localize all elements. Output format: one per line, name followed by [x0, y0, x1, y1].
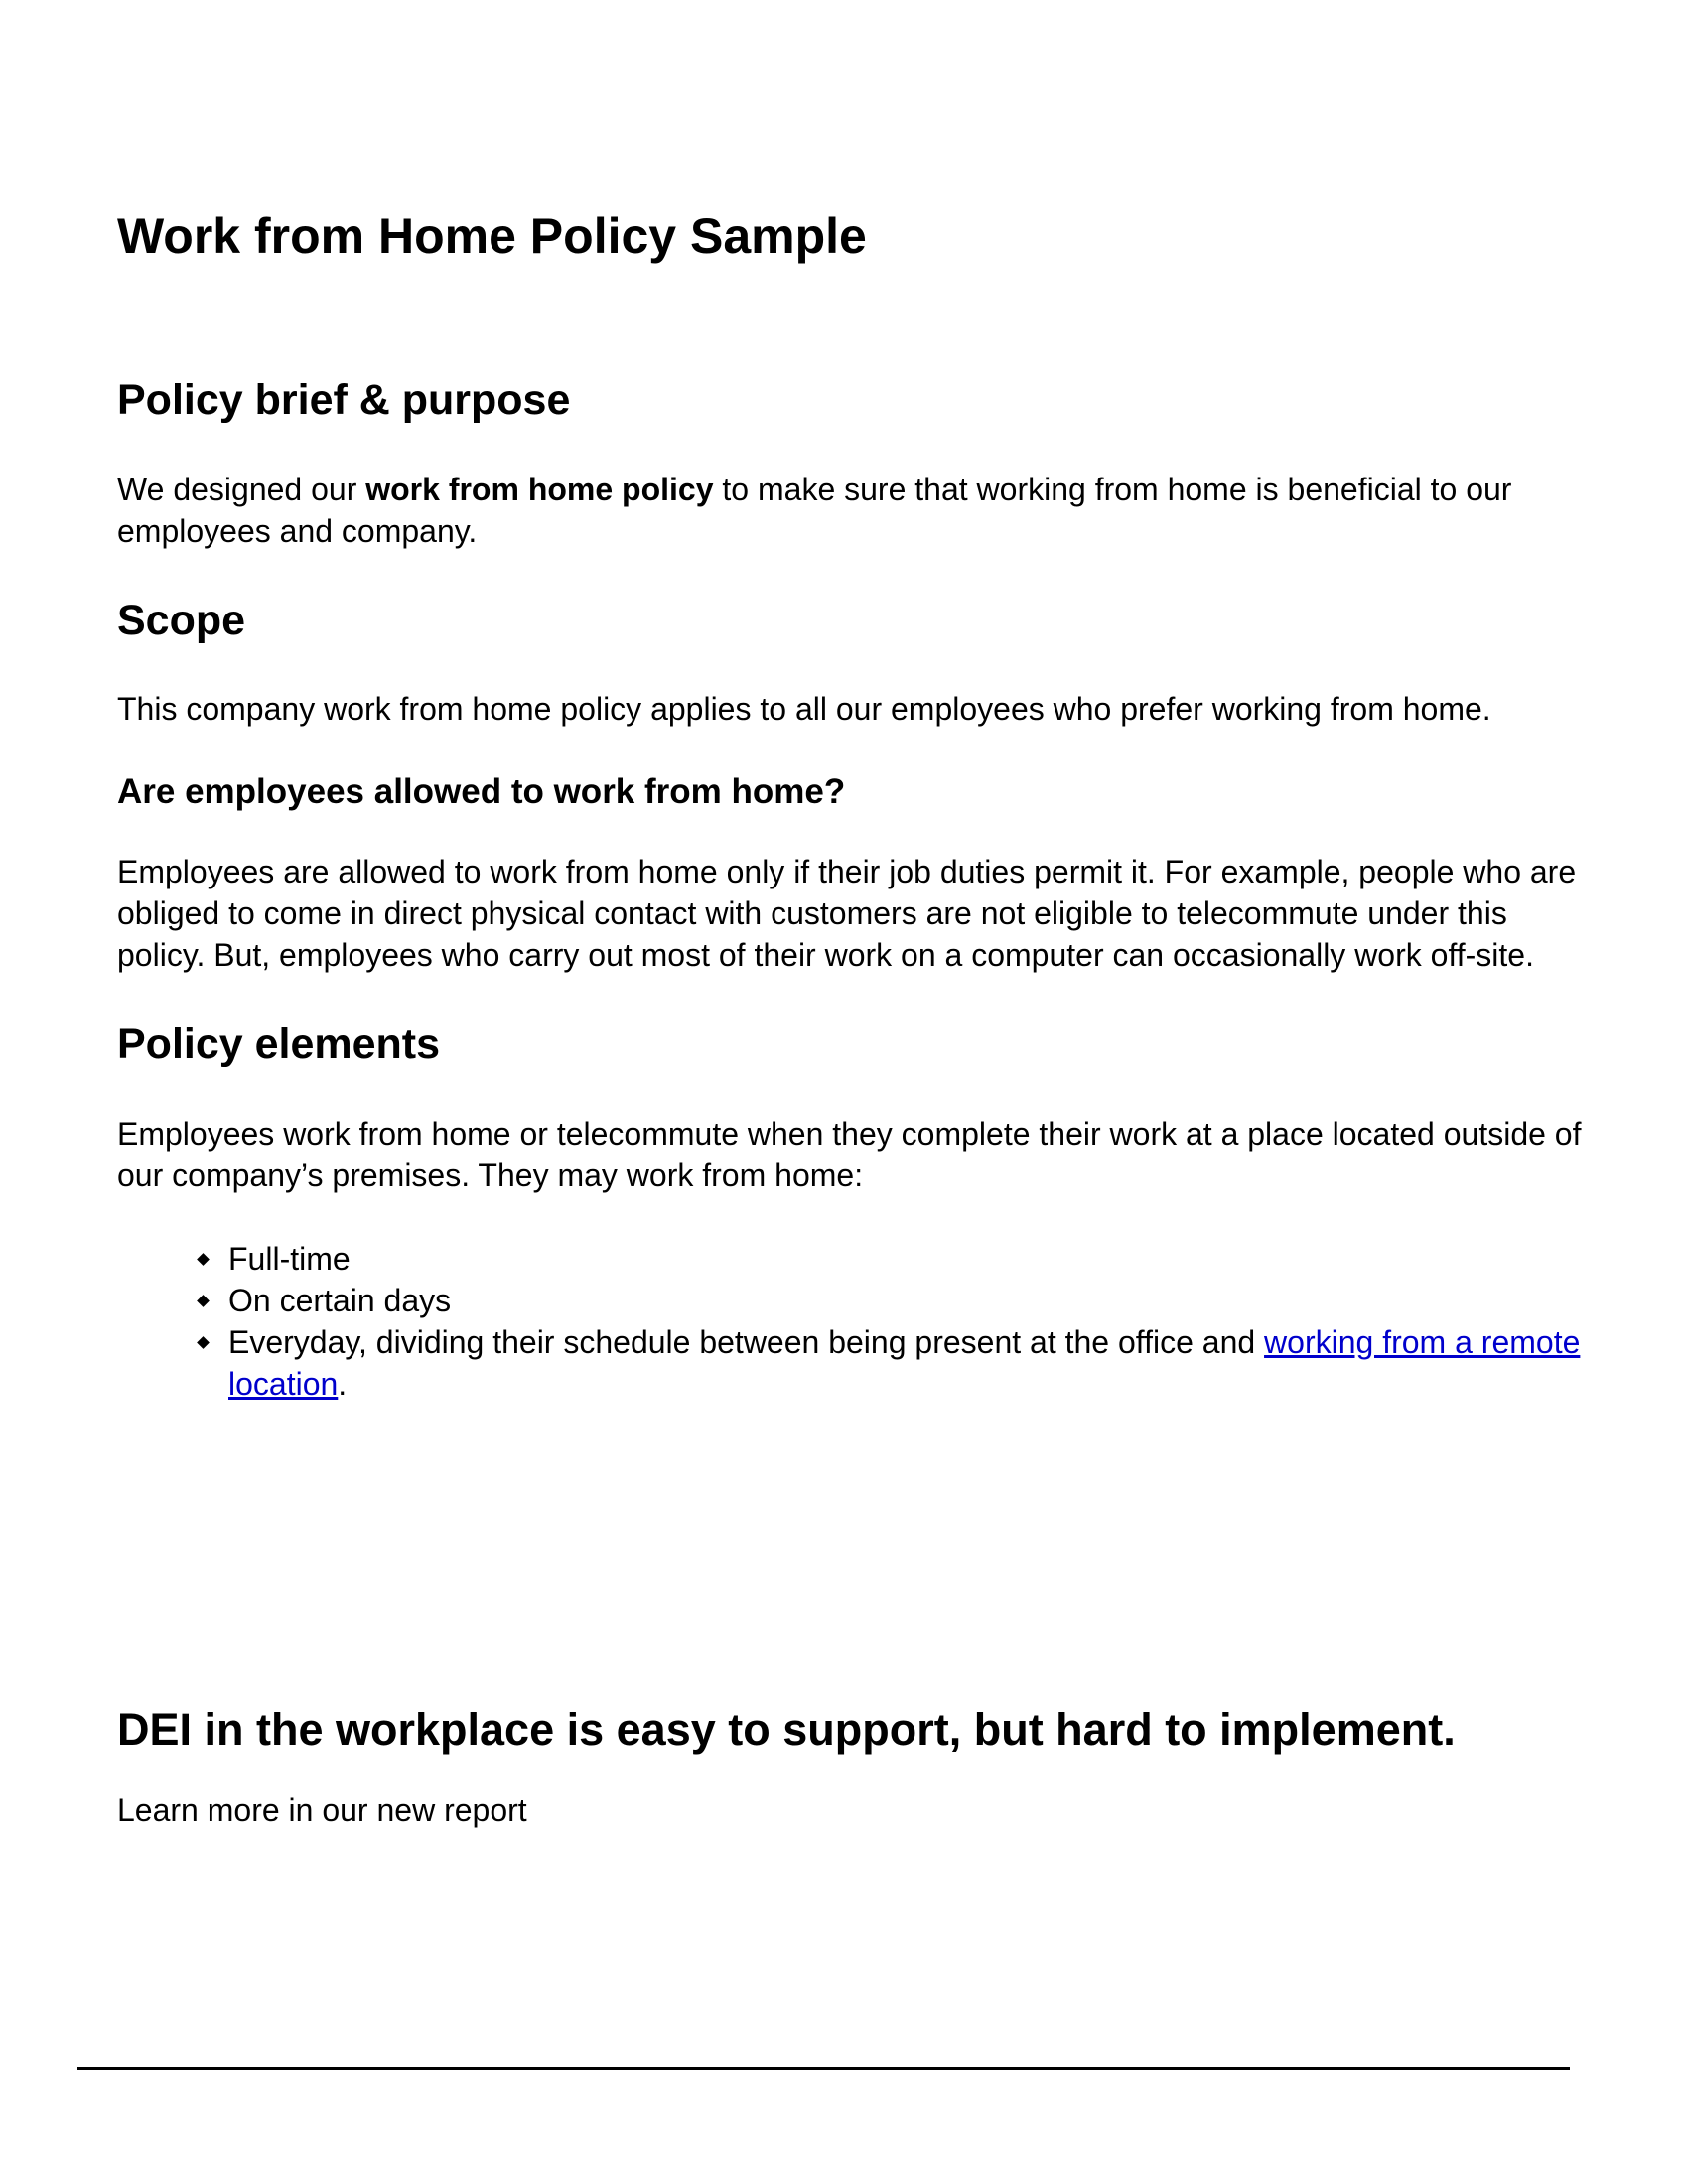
scope-paragraph: This company work from home policy applies to all our employees who prefer working from home. [117, 691, 1491, 728]
purpose-paragraph [117, 469, 1587, 552]
promo-banner [117, 1704, 1587, 1831]
purpose-text-before: We designed our [117, 471, 366, 507]
list-item [228, 1321, 1587, 1405]
work-mode-list [117, 1238, 1587, 1405]
diamond-bullet-icon [197, 1295, 210, 1307]
allowed-paragraph: Employees are allowed to work from home only if their job duties permit it. For example, people who are obliged to come in direct physical contact with customers are not eligible to telecommute under this policy. But, employees who carry out most of their work on a computer can occasionally work off-site. [117, 854, 1577, 974]
page-title: Work from Home Policy Sample [117, 208, 867, 264]
diamond-bullet-icon [197, 1253, 210, 1266]
list-item-text-end: . [338, 1365, 348, 1402]
section-heading-elements: Policy elements [117, 1021, 441, 1069]
promo-heading: DEI in the workplace is easy to support, but hard to implement. [117, 1705, 1456, 1755]
list-item-text: Everyday, dividing their schedule between being present at the office and [228, 1323, 1265, 1360]
remote-location-link[interactable]: working from a remote location [228, 1323, 1581, 1402]
list-item-text: Full-time [228, 1240, 351, 1277]
purpose-text-bold: work from home policy [365, 471, 714, 507]
purpose-text-after: to make sure that working from home is beneficial to our employees and company. [117, 471, 1512, 549]
list-item [228, 1238, 1587, 1280]
diamond-bullet-icon [197, 1336, 210, 1349]
footer-divider [77, 2067, 1570, 2070]
section-heading-purpose: Policy brief & purpose [117, 376, 571, 424]
elements-paragraph: Employees work from home or telecommute when they complete their work at a place located outside of our company’s premises. They may work from home: [117, 1115, 1582, 1193]
promo-text: Learn more in our new report [117, 1792, 527, 1828]
subsection-heading-allowed: Are employees allowed to work from home? [117, 772, 846, 812]
list-item [228, 1280, 1587, 1321]
section-heading-scope: Scope [117, 596, 246, 644]
list-item-text: On certain days [228, 1282, 452, 1318]
document-body [117, 206, 1587, 1405]
